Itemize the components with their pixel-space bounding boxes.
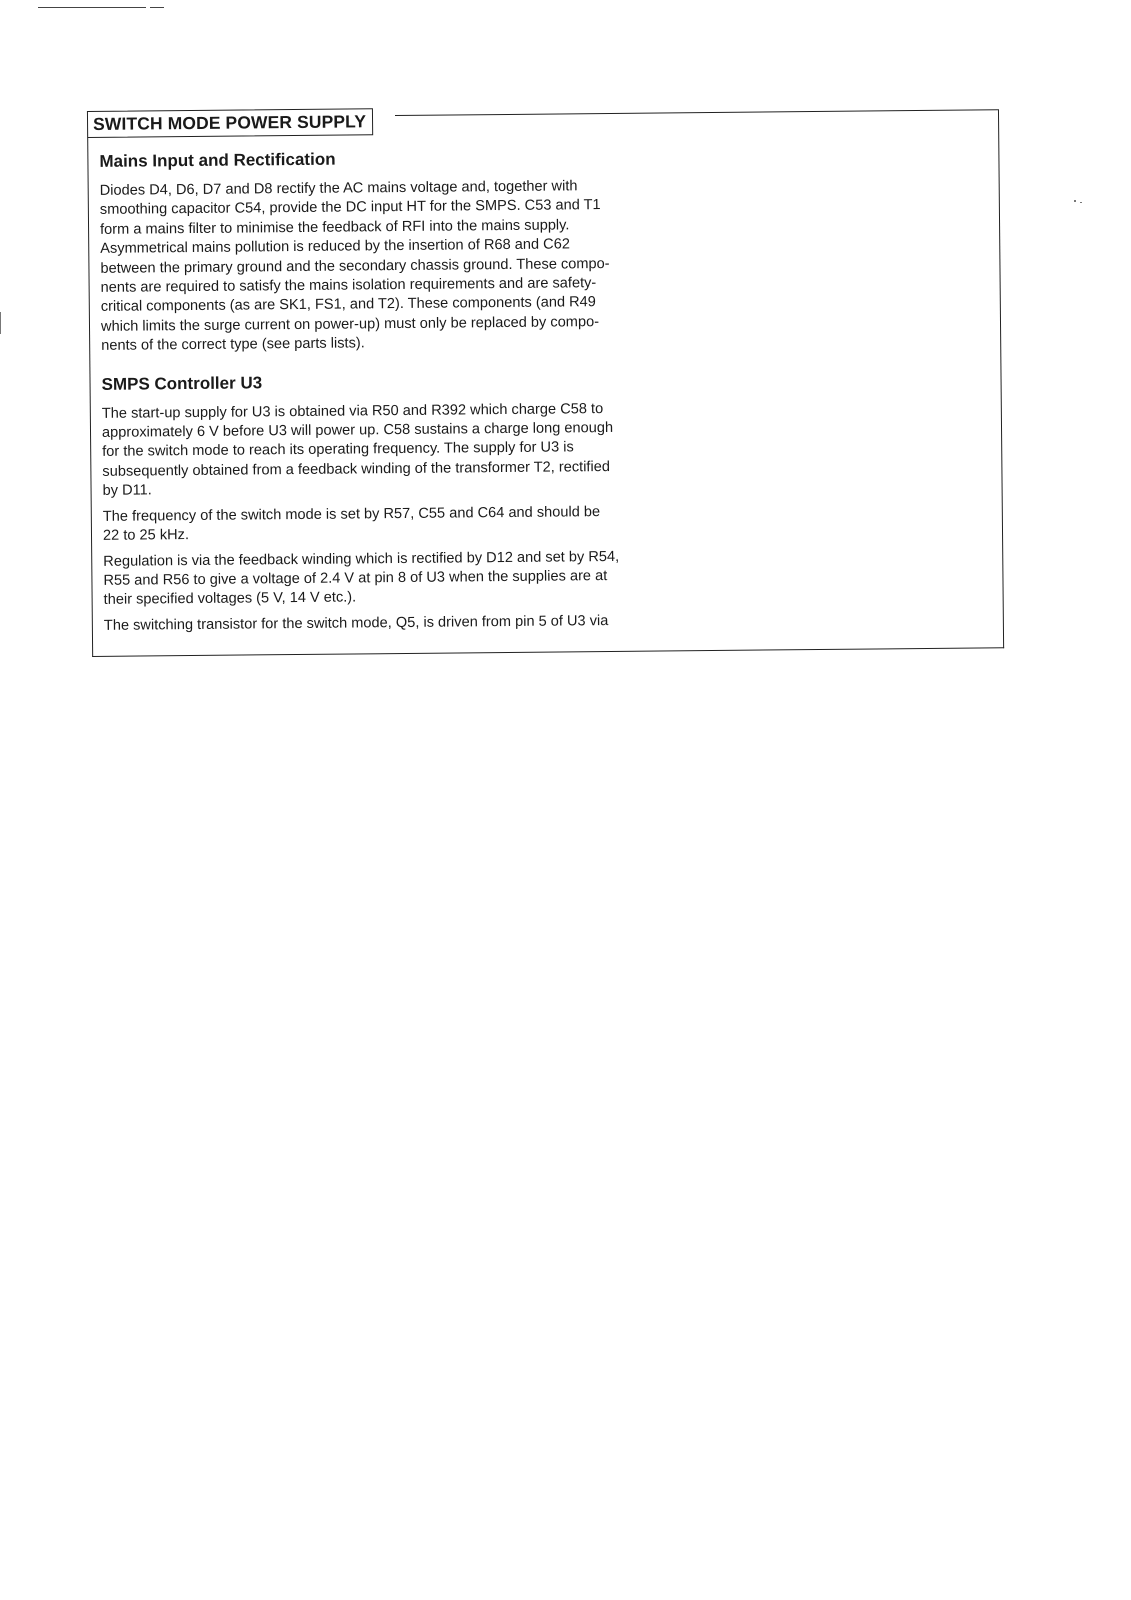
scan-artifact-line bbox=[38, 7, 146, 8]
text-line: Regulation is via the feedback winding which is rectified by D12 and set by R54, bbox=[103, 548, 620, 570]
text-line: by D11. bbox=[102, 482, 152, 500]
paragraph bbox=[104, 611, 704, 636]
text-line: subsequently obtained from a feedback winding of the transformer T2, rectified bbox=[102, 458, 611, 480]
subsection-heading: SMPS Controller U3 bbox=[101, 372, 263, 394]
text-line: their specified voltages (5 V, 14 V etc.). bbox=[103, 589, 357, 609]
subsection-heading: Mains Input and Rectification bbox=[99, 149, 336, 171]
text-line: form a mains filter to minimise the feedback of RFI into the mains supply. bbox=[99, 217, 570, 238]
text-line: smoothing capacitor C54, provide the DC input HT for the SMPS. C53 and T1 bbox=[99, 197, 601, 219]
section-title: SWITCH MODE POWER SUPPLY bbox=[87, 108, 373, 138]
text-line: which limits the surge current on power-up) must only be replaced by compo- bbox=[100, 313, 600, 335]
text-line: approximately 6 V before U3 will power up. C58 sustains a charge long enough bbox=[101, 420, 614, 441]
text-line: The switching transistor for the switch mode, Q5, is driven from pin 5 of U3 via bbox=[103, 612, 609, 634]
scan-artifact-dot bbox=[1074, 200, 1076, 202]
text-line: The frequency of the switch mode is set by R57, C55 and C64 and should be bbox=[102, 503, 601, 525]
paragraph bbox=[102, 399, 703, 502]
text-line: The start-up supply for U3 is obtained via R50 and R392 which charge C58 to bbox=[101, 400, 604, 422]
text-line: Diodes D4, D6, D7 and D8 rectify the AC mains voltage and, together with bbox=[99, 178, 578, 199]
text-line: Asymmetrical mains pollution is reduced by the insertion of R68 and C62 bbox=[100, 236, 570, 258]
scan-artifact-line bbox=[150, 7, 164, 8]
text-line: R55 and R56 to give a voltage of 2.4 V at pin 8 of U3 when the supplies are at bbox=[103, 567, 608, 589]
frame-top-rule bbox=[395, 109, 998, 116]
scan-artifact-dot bbox=[1080, 202, 1082, 203]
section-frame bbox=[87, 109, 1004, 657]
scan-artifact-mark bbox=[0, 312, 1, 334]
text-line: for the switch mode to reach its operating frequency. The supply for U3 is bbox=[102, 439, 574, 461]
paragraph bbox=[100, 176, 702, 356]
text-line: nents of the correct type (see parts lists). bbox=[101, 335, 365, 355]
paragraph bbox=[103, 547, 704, 611]
text-line: between the primary ground and the secondary chassis ground. These compo- bbox=[100, 255, 610, 277]
paragraph bbox=[103, 502, 703, 547]
text-line: 22 to 25 kHz. bbox=[102, 527, 190, 544]
text-line: nents are required to satisfy the mains isolation requirements and are safety- bbox=[100, 275, 597, 296]
text-line: critical components (as are SK1, FS1, and T2). These components (and R49 bbox=[100, 294, 596, 316]
section-content bbox=[99, 146, 704, 642]
